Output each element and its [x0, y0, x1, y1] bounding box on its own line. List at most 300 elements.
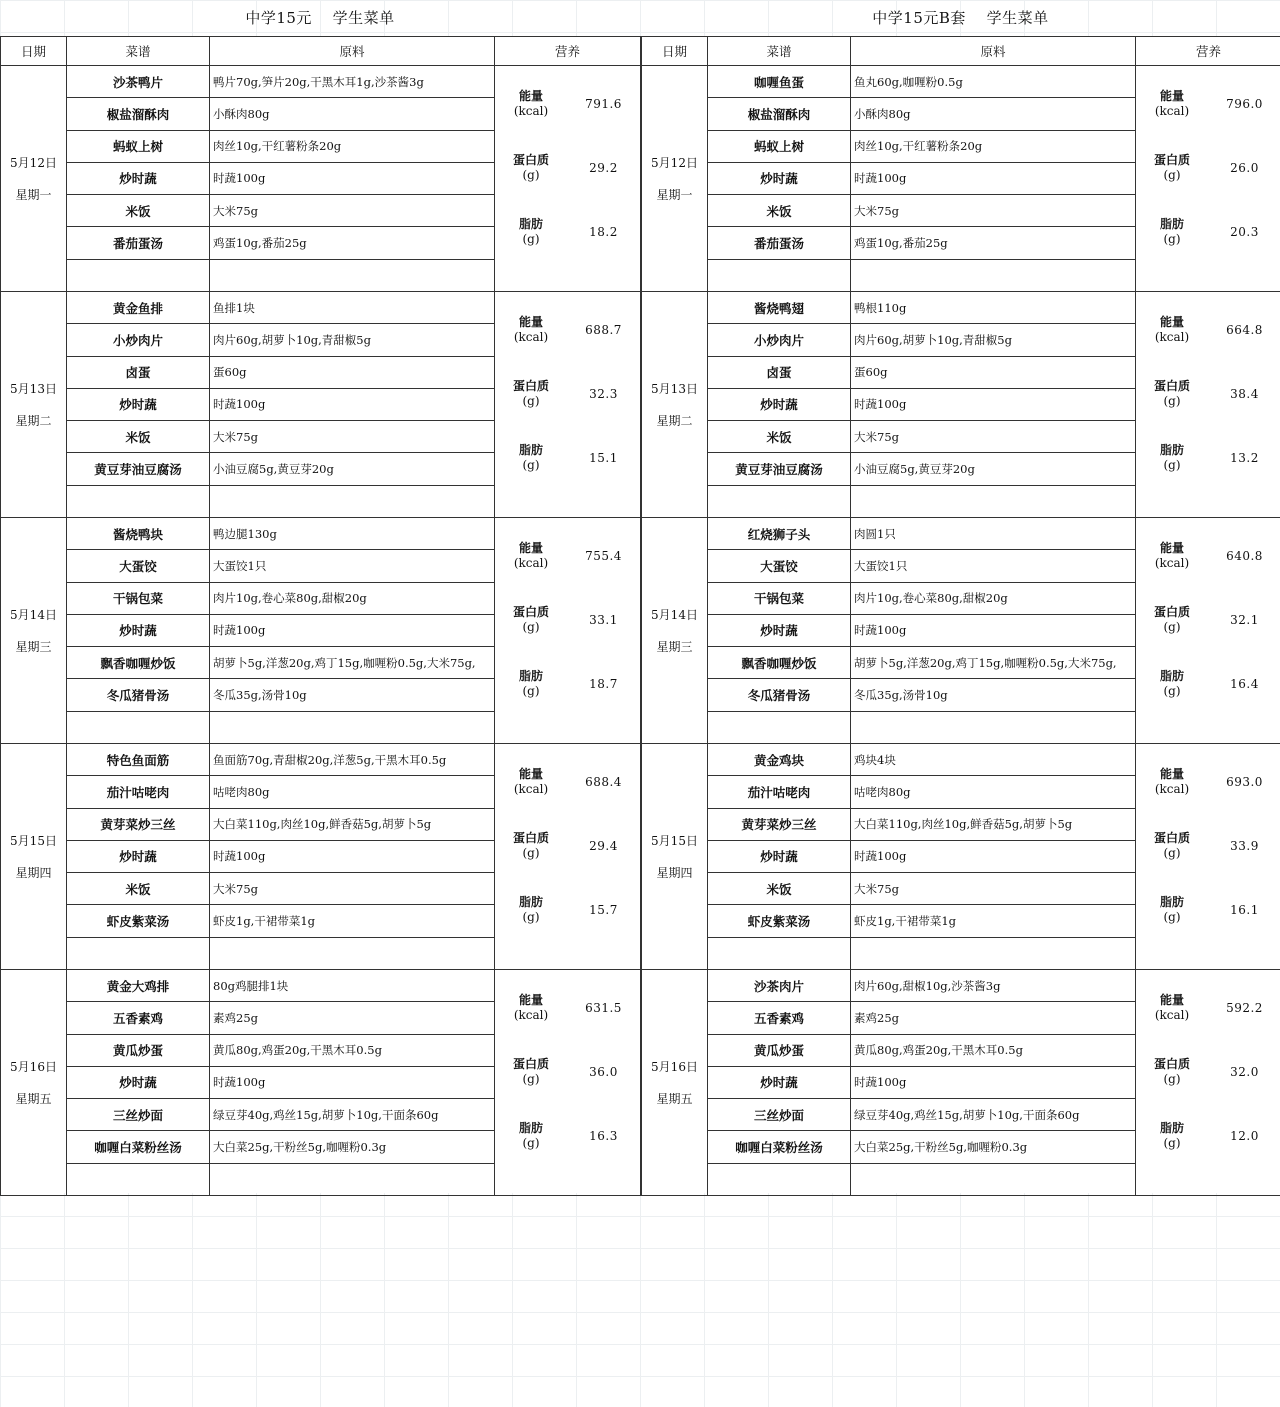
dish-ingredients: 时蔬100g	[210, 840, 495, 872]
nutrition-fat	[1136, 426, 1280, 490]
nutrition-unit: (g)	[1163, 1072, 1181, 1086]
nutrition-value: 791.6	[585, 97, 622, 111]
dish-ingredients: 时蔬100g	[851, 840, 1136, 872]
nutrition-protein	[1136, 136, 1280, 200]
dish-name: 干锅包菜	[708, 582, 851, 614]
dish-name: 炒时蔬	[67, 614, 210, 646]
header-nutrition: 营养	[1136, 37, 1280, 66]
dish-name: 三丝炒面	[67, 1099, 210, 1131]
dish-ingredients: 鸡块4块	[851, 744, 1136, 776]
dish-ingredients: 时蔬100g	[210, 614, 495, 646]
dish-ingredients: 大蛋饺1只	[851, 550, 1136, 582]
dish-ingredients: 大白菜25g,干粉丝5g,咖喱粉0.3g	[851, 1131, 1136, 1163]
dish-name: 炒时蔬	[67, 840, 210, 872]
dish-ingredients: 绿豆芽40g,鸡丝15g,胡萝卜10g,干面条60g	[210, 1099, 495, 1131]
date-cell	[642, 66, 708, 292]
nutrition-value: 15.1	[589, 451, 618, 465]
header-date: 日期	[642, 37, 708, 66]
dish-ingredients	[210, 711, 495, 743]
nutrition-unit: (g)	[522, 232, 540, 246]
dish-ingredients: 胡萝卜5g,洋葱20g,鸡丁15g,咖喱粉0.5g,大米75g,	[210, 647, 495, 679]
dish-ingredients: 大白菜25g,干粉丝5g,咖喱粉0.3g	[210, 1131, 495, 1163]
dish-name: 咖喱白菜粉丝汤	[67, 1131, 210, 1163]
dish-ingredients: 肉片60g,胡萝卜10g,青甜椒5g	[851, 324, 1136, 356]
header-row	[1, 37, 641, 66]
dish-ingredients: 大米75g	[210, 195, 495, 227]
dish-name: 酱烧鸭块	[67, 518, 210, 550]
dish-name: 米饭	[67, 873, 210, 905]
dish-ingredients: 时蔬100g	[851, 1066, 1136, 1098]
nutrition-value: 32.3	[589, 387, 618, 401]
date-text: 5月15日	[10, 833, 57, 848]
dish-name: 炒时蔬	[67, 1066, 210, 1098]
nutrition-label: 能量	[1159, 541, 1184, 555]
header-ingredients: 原料	[851, 37, 1136, 66]
nutrition-cell	[1136, 970, 1280, 1196]
dish-ingredients: 大蛋饺1只	[210, 550, 495, 582]
nutrition-label: 能量	[518, 993, 543, 1007]
nutrition-value: 18.2	[589, 225, 618, 239]
nutrition-fat	[1136, 878, 1280, 942]
nutrition-unit: (g)	[1163, 232, 1181, 246]
table-row	[1, 970, 641, 1002]
dish-name: 五香素鸡	[708, 1002, 851, 1034]
nutrition-cell	[495, 744, 641, 970]
dish-name: 小炒肉片	[708, 324, 851, 356]
nutrition-label: 能量	[518, 541, 543, 555]
dish-ingredients: 蛋60g	[851, 356, 1136, 388]
dish-name: 番茄蛋汤	[708, 227, 851, 259]
dish-ingredients: 小酥肉80g	[210, 98, 495, 130]
dish-ingredients: 绿豆芽40g,鸡丝15g,胡萝卜10g,干面条60g	[851, 1099, 1136, 1131]
dish-ingredients: 虾皮1g,干裙带菜1g	[210, 905, 495, 937]
dish-ingredients: 冬瓜35g,汤骨10g	[210, 679, 495, 711]
nutrition-fat	[495, 878, 640, 942]
dish-name: 黄豆芽油豆腐汤	[67, 453, 210, 485]
nutrition-unit: (kcal)	[1154, 556, 1190, 570]
nutrition-value: 631.5	[585, 1001, 622, 1015]
dish-name: 大蛋饺	[708, 550, 851, 582]
nutrition-fat	[1136, 652, 1280, 716]
dish-name: 黄芽菜炒三丝	[67, 808, 210, 840]
nutrition-unit: (g)	[522, 620, 540, 634]
nutrition-unit: (g)	[522, 1136, 540, 1150]
table-row	[642, 518, 1280, 550]
nutrition-label: 脂肪	[1159, 217, 1184, 231]
nutrition-unit: (kcal)	[513, 104, 549, 118]
nutrition-unit: (g)	[1163, 910, 1181, 924]
nutrition-value: 16.3	[589, 1129, 618, 1143]
nutrition-protein	[495, 588, 640, 652]
dish-name: 黄芽菜炒三丝	[708, 808, 851, 840]
dish-ingredients: 小油豆腐5g,黄豆芽20g	[851, 453, 1136, 485]
dish-name: 飘香咖喱炒饭	[708, 647, 851, 679]
nutrition-value: 32.1	[1230, 613, 1259, 627]
nutrition-protein	[1136, 814, 1280, 878]
nutrition-value: 640.8	[1226, 549, 1263, 563]
date-cell	[1, 518, 67, 744]
date-text: 5月16日	[10, 1059, 57, 1074]
nutrition-unit: (g)	[1163, 458, 1181, 472]
dish-ingredients: 黄瓜80g,鸡蛋20g,干黑木耳0.5g	[851, 1034, 1136, 1066]
dish-name	[67, 1163, 210, 1195]
dish-ingredients: 素鸡25g	[210, 1002, 495, 1034]
menu-table-a	[0, 36, 640, 1193]
dish-ingredients	[851, 259, 1136, 291]
nutrition-value: 693.0	[1226, 775, 1263, 789]
nutrition-unit: (g)	[1163, 846, 1181, 860]
nutrition-value: 688.4	[585, 775, 622, 789]
nutrition-unit: (g)	[522, 846, 540, 860]
nutrition-unit: (kcal)	[1154, 782, 1190, 796]
header-ingredients: 原料	[210, 37, 495, 66]
dish-name: 干锅包菜	[67, 582, 210, 614]
dish-name: 小炒肉片	[67, 324, 210, 356]
dish-ingredients: 素鸡25g	[851, 1002, 1136, 1034]
dish-ingredients: 时蔬100g	[210, 388, 495, 420]
dish-name: 黄金鱼排	[67, 292, 210, 324]
nutrition-unit: (g)	[1163, 1136, 1181, 1150]
dish-ingredients: 鸭边腿130g	[210, 518, 495, 550]
nutrition-energy	[495, 750, 640, 814]
dish-ingredients: 鸭根110g	[851, 292, 1136, 324]
dish-ingredients: 虾皮1g,干裙带菜1g	[851, 905, 1136, 937]
nutrition-label: 脂肪	[518, 217, 543, 231]
date-cell	[1, 744, 67, 970]
dish-ingredients: 鸡蛋10g,番茄25g	[851, 227, 1136, 259]
dish-name: 米饭	[67, 421, 210, 453]
dish-ingredients: 大米75g	[851, 195, 1136, 227]
nutrition-value: 29.4	[589, 839, 618, 853]
table-row	[642, 744, 1280, 776]
nutrition-value: 664.8	[1226, 323, 1263, 337]
weekday-text: 星期五	[656, 1091, 693, 1106]
nutrition-fat	[495, 200, 640, 264]
nutrition-fat	[495, 652, 640, 716]
date-cell	[642, 744, 708, 970]
nutrition-label: 能量	[1159, 89, 1184, 103]
dish-ingredients: 肉丝10g,干红薯粉条20g	[851, 130, 1136, 162]
table-row	[642, 292, 1280, 324]
nutrition-label: 能量	[518, 89, 543, 103]
menu-table-b	[641, 36, 1280, 1193]
dish-name	[67, 711, 210, 743]
dish-ingredients: 鱼丸60g,咖喱粉0.5g	[851, 66, 1136, 98]
dish-name: 黄豆芽油豆腐汤	[708, 453, 851, 485]
table-row	[1, 66, 641, 98]
dish-name	[67, 259, 210, 291]
nutrition-label: 蛋白质	[1153, 379, 1190, 393]
nutrition-label: 脂肪	[1159, 895, 1184, 909]
dish-ingredients: 时蔬100g	[851, 614, 1136, 646]
table-row	[642, 970, 1280, 1002]
dish-name: 椒盐溜酥肉	[708, 98, 851, 130]
dish-ingredients: 黄瓜80g,鸡蛋20g,干黑木耳0.5g	[210, 1034, 495, 1066]
dish-name: 米饭	[67, 195, 210, 227]
nutrition-unit: (g)	[522, 394, 540, 408]
dish-ingredients: 肉片60g,甜椒10g,沙茶酱3g	[851, 970, 1136, 1002]
nutrition-energy	[495, 524, 640, 588]
date-cell	[1, 970, 67, 1196]
dish-name: 大蛋饺	[67, 550, 210, 582]
dish-ingredients: 肉丝10g,干红薯粉条20g	[210, 130, 495, 162]
dish-name: 卤蛋	[67, 356, 210, 388]
nutrition-cell	[1136, 518, 1280, 744]
date-text: 5月14日	[10, 607, 57, 622]
nutrition-energy	[1136, 298, 1280, 362]
weekday-text: 星期二	[656, 413, 693, 428]
nutrition-unit: (kcal)	[513, 782, 549, 796]
dish-name: 特色鱼面筋	[67, 744, 210, 776]
nutrition-label: 脂肪	[518, 895, 543, 909]
dish-name: 米饭	[708, 421, 851, 453]
nutrition-cell	[1136, 744, 1280, 970]
dish-name	[708, 485, 851, 517]
nutrition-cell	[495, 66, 641, 292]
menu-grid	[0, 36, 641, 1196]
nutrition-value: 796.0	[1226, 97, 1263, 111]
header-date: 日期	[1, 37, 67, 66]
nutrition-value: 16.4	[1230, 677, 1259, 691]
nutrition-cell	[1136, 292, 1280, 518]
dish-name: 蚂蚁上树	[708, 130, 851, 162]
nutrition-cell	[1136, 66, 1280, 292]
header-nutrition: 营养	[495, 37, 641, 66]
nutrition-label: 能量	[1159, 767, 1184, 781]
nutrition-unit: (kcal)	[1154, 1008, 1190, 1022]
weekday-text: 星期三	[656, 639, 693, 654]
nutrition-unit: (kcal)	[1154, 330, 1190, 344]
weekday-text: 星期二	[15, 413, 52, 428]
nutrition-value: 592.2	[1226, 1001, 1263, 1015]
nutrition-label: 蛋白质	[512, 1057, 549, 1071]
dish-ingredients: 咕咾肉80g	[851, 776, 1136, 808]
nutrition-value: 13.2	[1230, 451, 1259, 465]
nutrition-fat	[495, 1104, 640, 1168]
nutrition-label: 脂肪	[518, 669, 543, 683]
table-row	[642, 66, 1280, 98]
menu-title-b: 中学15元B套 学生菜单	[872, 9, 1049, 27]
dish-name: 蚂蚁上树	[67, 130, 210, 162]
dish-ingredients: 蛋60g	[210, 356, 495, 388]
dish-name: 三丝炒面	[708, 1099, 851, 1131]
nutrition-cell	[495, 970, 641, 1196]
dish-ingredients: 时蔬100g	[210, 162, 495, 194]
dish-ingredients	[851, 937, 1136, 969]
dish-ingredients: 鸭片70g,笋片20g,干黑木耳1g,沙茶酱3g	[210, 66, 495, 98]
nutrition-label: 能量	[518, 315, 543, 329]
dish-ingredients: 小油豆腐5g,黄豆芽20g	[210, 453, 495, 485]
nutrition-protein	[1136, 1040, 1280, 1104]
nutrition-value: 16.1	[1230, 903, 1259, 917]
date-text: 5月12日	[651, 155, 698, 170]
nutrition-value: 29.2	[589, 161, 618, 175]
dish-ingredients: 大米75g	[210, 873, 495, 905]
dish-ingredients	[851, 485, 1136, 517]
date-cell	[1, 292, 67, 518]
dish-name	[67, 937, 210, 969]
dish-ingredients	[210, 937, 495, 969]
dish-name: 咖喱鱼蛋	[708, 66, 851, 98]
nutrition-value: 36.0	[589, 1065, 618, 1079]
dish-name	[708, 937, 851, 969]
dish-ingredients: 肉片10g,卷心菜80g,甜椒20g	[851, 582, 1136, 614]
nutrition-energy	[1136, 524, 1280, 588]
nutrition-value: 755.4	[585, 549, 622, 563]
date-text: 5月13日	[651, 381, 698, 396]
nutrition-label: 脂肪	[1159, 443, 1184, 457]
dish-name: 虾皮紫菜汤	[708, 905, 851, 937]
dish-name: 酱烧鸭翅	[708, 292, 851, 324]
dish-ingredients	[210, 1163, 495, 1195]
weekday-text: 星期一	[656, 187, 693, 202]
header-dish: 菜谱	[67, 37, 210, 66]
nutrition-label: 蛋白质	[1153, 153, 1190, 167]
nutrition-label: 蛋白质	[512, 153, 549, 167]
dish-name: 椒盐溜酥肉	[67, 98, 210, 130]
dish-name: 黄瓜炒蛋	[67, 1034, 210, 1066]
date-text: 5月12日	[10, 155, 57, 170]
nutrition-value: 38.4	[1230, 387, 1259, 401]
dish-ingredients: 冬瓜35g,汤骨10g	[851, 679, 1136, 711]
header-row	[642, 37, 1280, 66]
date-text: 5月14日	[651, 607, 698, 622]
nutrition-value: 33.9	[1230, 839, 1259, 853]
header-dish: 菜谱	[708, 37, 851, 66]
dish-ingredients: 肉圆1只	[851, 518, 1136, 550]
nutrition-label: 蛋白质	[512, 831, 549, 845]
nutrition-protein	[1136, 588, 1280, 652]
date-cell	[1, 66, 67, 292]
nutrition-unit: (g)	[1163, 620, 1181, 634]
dish-ingredients: 80g鸡腿排1块	[210, 970, 495, 1002]
nutrition-protein	[495, 136, 640, 200]
weekday-text: 星期一	[15, 187, 52, 202]
nutrition-value: 12.0	[1230, 1129, 1259, 1143]
dish-name	[67, 485, 210, 517]
nutrition-label: 脂肪	[518, 443, 543, 457]
nutrition-unit: (g)	[1163, 394, 1181, 408]
dish-ingredients: 胡萝卜5g,洋葱20g,鸡丁15g,咖喱粉0.5g,大米75g,	[851, 647, 1136, 679]
dish-name: 黄金鸡块	[708, 744, 851, 776]
dish-ingredients	[210, 259, 495, 291]
dish-ingredients: 小酥肉80g	[851, 98, 1136, 130]
nutrition-label: 脂肪	[1159, 669, 1184, 683]
dish-name: 炒时蔬	[708, 162, 851, 194]
nutrition-label: 蛋白质	[1153, 605, 1190, 619]
dish-ingredients: 时蔬100g	[210, 1066, 495, 1098]
dish-name: 茄汁咕咾肉	[67, 776, 210, 808]
dish-name: 飘香咖喱炒饭	[67, 647, 210, 679]
dish-ingredients: 时蔬100g	[851, 162, 1136, 194]
nutrition-label: 能量	[1159, 315, 1184, 329]
dish-name	[708, 1163, 851, 1195]
weekday-text: 星期五	[15, 1091, 52, 1106]
nutrition-value: 26.0	[1230, 161, 1259, 175]
nutrition-protein	[1136, 362, 1280, 426]
dish-name: 米饭	[708, 195, 851, 227]
nutrition-unit: (g)	[1163, 684, 1181, 698]
dish-name: 五香素鸡	[67, 1002, 210, 1034]
dish-ingredients: 大米75g	[851, 873, 1136, 905]
date-text: 5月15日	[651, 833, 698, 848]
table-row	[1, 292, 641, 324]
nutrition-cell	[495, 518, 641, 744]
dish-name: 沙茶鸭片	[67, 66, 210, 98]
nutrition-value: 18.7	[589, 677, 618, 691]
dish-name: 炒时蔬	[67, 388, 210, 420]
nutrition-unit: (g)	[522, 910, 540, 924]
table-row	[1, 518, 641, 550]
dish-name: 沙茶肉片	[708, 970, 851, 1002]
nutrition-energy	[495, 72, 640, 136]
dish-name: 米饭	[708, 873, 851, 905]
nutrition-label: 脂肪	[518, 1121, 543, 1135]
dish-ingredients: 大米75g	[851, 421, 1136, 453]
nutrition-protein	[495, 1040, 640, 1104]
nutrition-label: 蛋白质	[1153, 1057, 1190, 1071]
dish-ingredients: 大米75g	[210, 421, 495, 453]
dish-ingredients: 大白菜110g,肉丝10g,鲜香菇5g,胡萝卜5g	[851, 808, 1136, 840]
nutrition-energy	[1136, 976, 1280, 1040]
dish-name: 炒时蔬	[708, 1066, 851, 1098]
dish-ingredients: 肉片60g,胡萝卜10g,青甜椒5g	[210, 324, 495, 356]
date-text: 5月13日	[10, 381, 57, 396]
nutrition-protein	[495, 362, 640, 426]
dish-ingredients	[210, 485, 495, 517]
nutrition-label: 脂肪	[1159, 1121, 1184, 1135]
dish-name: 红烧狮子头	[708, 518, 851, 550]
dish-ingredients: 鸡蛋10g,番茄25g	[210, 227, 495, 259]
dish-name	[708, 259, 851, 291]
dish-ingredients: 咕咾肉80g	[210, 776, 495, 808]
dish-name: 卤蛋	[708, 356, 851, 388]
dish-name: 黄金大鸡排	[67, 970, 210, 1002]
nutrition-unit: (g)	[522, 168, 540, 182]
dish-name: 冬瓜猪骨汤	[708, 679, 851, 711]
weekday-text: 星期四	[15, 865, 52, 880]
weekday-text: 星期三	[15, 639, 52, 654]
table-row	[1, 744, 641, 776]
nutrition-value: 32.0	[1230, 1065, 1259, 1079]
nutrition-unit: (kcal)	[1154, 104, 1190, 118]
dish-ingredients: 鱼排1块	[210, 292, 495, 324]
date-cell	[642, 518, 708, 744]
nutrition-fat	[1136, 1104, 1280, 1168]
date-cell	[642, 292, 708, 518]
nutrition-cell	[495, 292, 641, 518]
dish-ingredients	[851, 711, 1136, 743]
nutrition-unit: (g)	[522, 458, 540, 472]
dish-name: 炒时蔬	[67, 162, 210, 194]
nutrition-label: 蛋白质	[512, 605, 549, 619]
dish-name: 茄汁咕咾肉	[708, 776, 851, 808]
date-cell	[642, 970, 708, 1196]
nutrition-label: 蛋白质	[512, 379, 549, 393]
dish-ingredients: 鱼面筋70g,青甜椒20g,洋葱5g,干黑木耳0.5g	[210, 744, 495, 776]
dish-name: 咖喱白菜粉丝汤	[708, 1131, 851, 1163]
nutrition-energy	[1136, 72, 1280, 136]
dish-name: 虾皮紫菜汤	[67, 905, 210, 937]
nutrition-unit: (kcal)	[513, 1008, 549, 1022]
dish-name: 冬瓜猪骨汤	[67, 679, 210, 711]
nutrition-value: 688.7	[585, 323, 622, 337]
nutrition-label: 蛋白质	[1153, 831, 1190, 845]
nutrition-unit: (kcal)	[513, 330, 549, 344]
nutrition-unit: (kcal)	[513, 556, 549, 570]
weekday-text: 星期四	[656, 865, 693, 880]
dish-name: 番茄蛋汤	[67, 227, 210, 259]
